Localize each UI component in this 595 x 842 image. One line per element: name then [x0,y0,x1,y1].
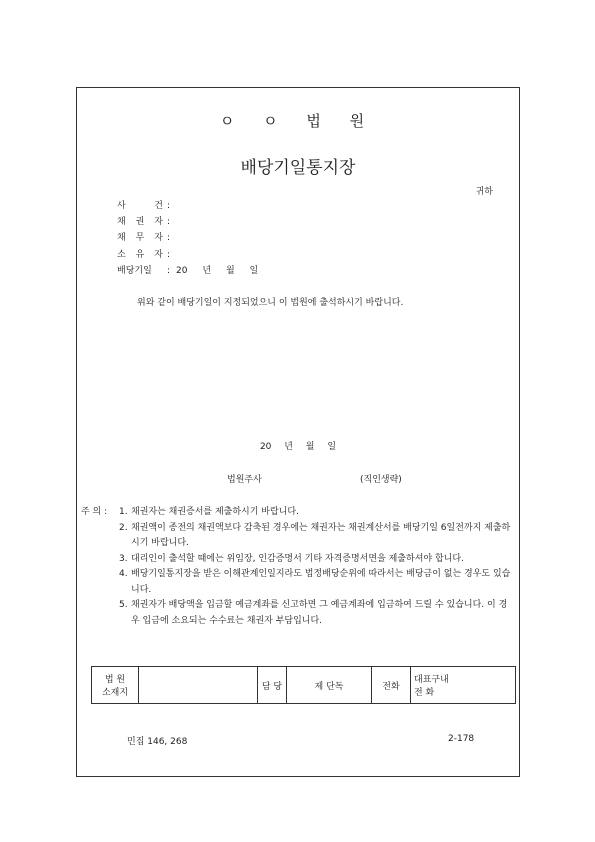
in-charge-label: 담 당 [258,667,287,704]
note-text: 채권자가 배당액을 입금할 예금계좌를 신고하면 그 예금계좌에 입금하여 드릴 수 있습니다. 이 경우 입금에 소요되는 수수료는 채권자 부담입니다. [131,600,508,626]
division-cell: 제 단독 [287,667,372,704]
note-item [81,505,511,521]
note-item [81,552,511,568]
note-text: 채권액이 종전의 채권액보다 감축된 경우에는 채권자는 채권계산서를 배당기일 6일전까지 제출하시기 바랍니다. [131,522,511,548]
field-date-value [176,263,270,279]
field-distribution-date [117,263,270,279]
phone-label: 전화 [372,667,411,704]
table-row [92,667,516,704]
court-name: ㅇ ㅇ 법 원 [219,112,377,130]
note-item [81,598,511,629]
field-label: 소 유 자 [117,249,163,260]
case-fields [117,198,270,279]
note-text: 대리인이 출석할 때에는 위임장, 인감증명서 기타 자격증명서면을 제출하셔야 합니다. [131,553,464,564]
note-number: 5. [119,600,128,610]
form-number: 2-178 [448,734,475,744]
note-number: 4. [119,569,128,579]
officer-title: 법원주사 [227,475,262,485]
seal-note: (직인생략) [360,475,402,485]
date-unit-year: 년 [202,265,212,276]
field-colon: : [167,233,171,244]
date-unit-month: 월 [225,265,235,276]
field-label: 배당기일 [117,265,152,276]
form-reference: 민집 146, 268 [127,737,188,747]
field-case [117,198,270,214]
date-year: 20 [176,265,188,276]
note-item [81,521,511,552]
field-colon: : [167,265,171,276]
notes-section [81,505,511,629]
note-text: 배당기일통지장을 받은 이해관계인일지라도 법정배당순위에 따라서는 배당금이 없는 경우도 있습니다. [131,569,511,595]
note-number: 2. [119,522,128,533]
field-debtor [117,230,270,246]
body-text: 위와 같이 배당기일이 지정되었으니 이 법원에 출석하시기 바랍니다. [137,298,404,308]
field-colon: : [167,249,171,260]
note-number: 3. [119,553,128,564]
notes-prefix: 주 의 : [81,507,108,517]
court-location-label: 법 원 소재지 [92,667,139,704]
document-title: 배당기일통지장 [240,158,356,178]
note-number: 1. [119,507,128,517]
note-item [81,567,511,598]
note-text: 채권자는 채권증서를 제출하시기 바랍니다. [131,507,299,517]
court-location-value [139,667,258,704]
document-frame [76,87,520,777]
field-label: 채 권 자 [117,217,163,228]
issue-date: 20 년 월 일 [259,442,337,452]
field-label: 채 무 자 [117,233,163,244]
main-line-label: 대표구내 전 화 [411,667,516,704]
field-colon: : [167,217,171,228]
honorific: 귀하 [475,187,493,197]
field-creditor [117,214,270,230]
field-label: 사 건 [117,201,163,211]
date-unit-day: 일 [249,265,259,276]
field-owner [117,247,270,263]
court-info-table [91,666,516,704]
field-colon: : [167,201,171,211]
